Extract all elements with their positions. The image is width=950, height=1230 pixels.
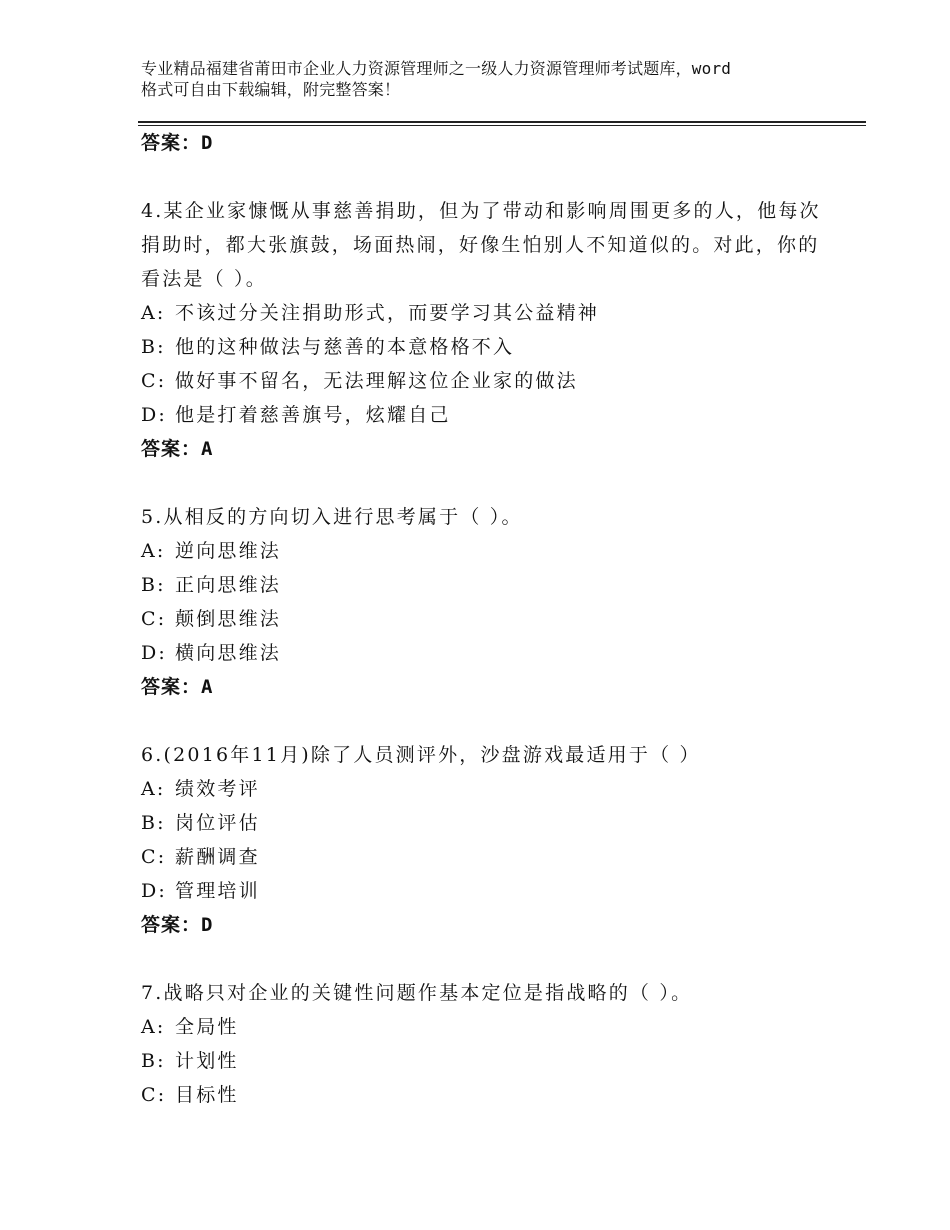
- option-key: C:: [141, 1084, 167, 1106]
- option-key: D:: [141, 880, 168, 902]
- option-key: A:: [141, 778, 166, 800]
- option-text: 目标性: [175, 1084, 239, 1106]
- answer: 答案：A: [141, 438, 214, 460]
- option-key: B:: [141, 812, 166, 834]
- option-a: [141, 1010, 831, 1044]
- option-key: B:: [141, 1050, 166, 1072]
- question-7: [141, 976, 831, 1112]
- answer: 答案：D: [141, 914, 214, 936]
- option-a: [141, 772, 831, 806]
- option-d: [141, 398, 831, 432]
- question-5: [141, 500, 831, 704]
- option-text: 计划性: [175, 1050, 239, 1072]
- option-text: 做好事不留名，无法理解这位企业家的做法: [175, 370, 578, 392]
- option-key: A:: [141, 1016, 166, 1038]
- option-text: 薪酬调查: [175, 846, 260, 868]
- option-a: [141, 534, 831, 568]
- option-b: [141, 568, 831, 602]
- answer: 答案：A: [141, 676, 214, 698]
- option-text: 全局性: [175, 1016, 239, 1038]
- option-key: C:: [141, 370, 167, 392]
- option-text: 岗位评估: [175, 812, 260, 834]
- option-text: 颠倒思维法: [175, 608, 282, 630]
- option-key: B:: [141, 336, 166, 358]
- option-c: [141, 364, 831, 398]
- option-d: [141, 874, 831, 908]
- option-key: C:: [141, 608, 167, 630]
- option-text: 绩效考评: [175, 778, 260, 800]
- option-text: 管理培训: [175, 880, 260, 902]
- option-d: [141, 636, 831, 670]
- question-stem: 5.从相反的方向切入进行思考属于（ ）。: [141, 506, 523, 528]
- option-text: 他的这种做法与慈善的本意格格不入: [175, 336, 515, 358]
- option-key: D:: [141, 404, 168, 426]
- question-stem: 4.某企业家慷慨从事慈善捐助，但为了带动和影响周围更多的人，他每次捐助时，都大张旗鼓，场面热闹，好像生怕别人不知道似的。对此，你的看法是（ ）。: [141, 200, 821, 290]
- option-key: B:: [141, 574, 166, 596]
- question-6: [141, 738, 831, 942]
- option-key: A:: [141, 540, 166, 562]
- question-content: [141, 126, 831, 1112]
- option-a: [141, 296, 831, 330]
- option-c: [141, 840, 831, 874]
- option-b: [141, 806, 831, 840]
- question-4: [141, 194, 831, 466]
- question-stem: 6.(2016年11月)除了人员测评外，沙盘游戏最适用于（ ）: [141, 744, 701, 766]
- option-text: 横向思维法: [175, 642, 282, 664]
- option-text: 正向思维法: [175, 574, 282, 596]
- option-c: [141, 602, 831, 636]
- option-key: C:: [141, 846, 167, 868]
- option-key: D:: [141, 642, 168, 664]
- page-header: [141, 58, 831, 100]
- option-text: 他是打着慈善旗号，炫耀自己: [175, 404, 451, 426]
- header-title-line-1: 专业精品福建省莆田市企业人力资源管理师之一级人力资源管理师考试题库，word: [141, 59, 732, 78]
- header-divider-thick: [138, 121, 866, 123]
- header-title-line-2: 格式可自由下载编辑，附完整答案！: [141, 80, 401, 99]
- option-text: 逆向思维法: [175, 540, 282, 562]
- option-text: 不该过分关注捐助形式，而要学习其公益精神: [175, 302, 600, 324]
- option-key: A:: [141, 302, 166, 324]
- option-b: [141, 330, 831, 364]
- question-stem: 7.战略只对企业的关键性问题作基本定位是指战略的（ ）。: [141, 982, 693, 1004]
- option-b: [141, 1044, 831, 1078]
- previous-answer: 答案：D: [141, 132, 214, 154]
- option-c: [141, 1078, 831, 1112]
